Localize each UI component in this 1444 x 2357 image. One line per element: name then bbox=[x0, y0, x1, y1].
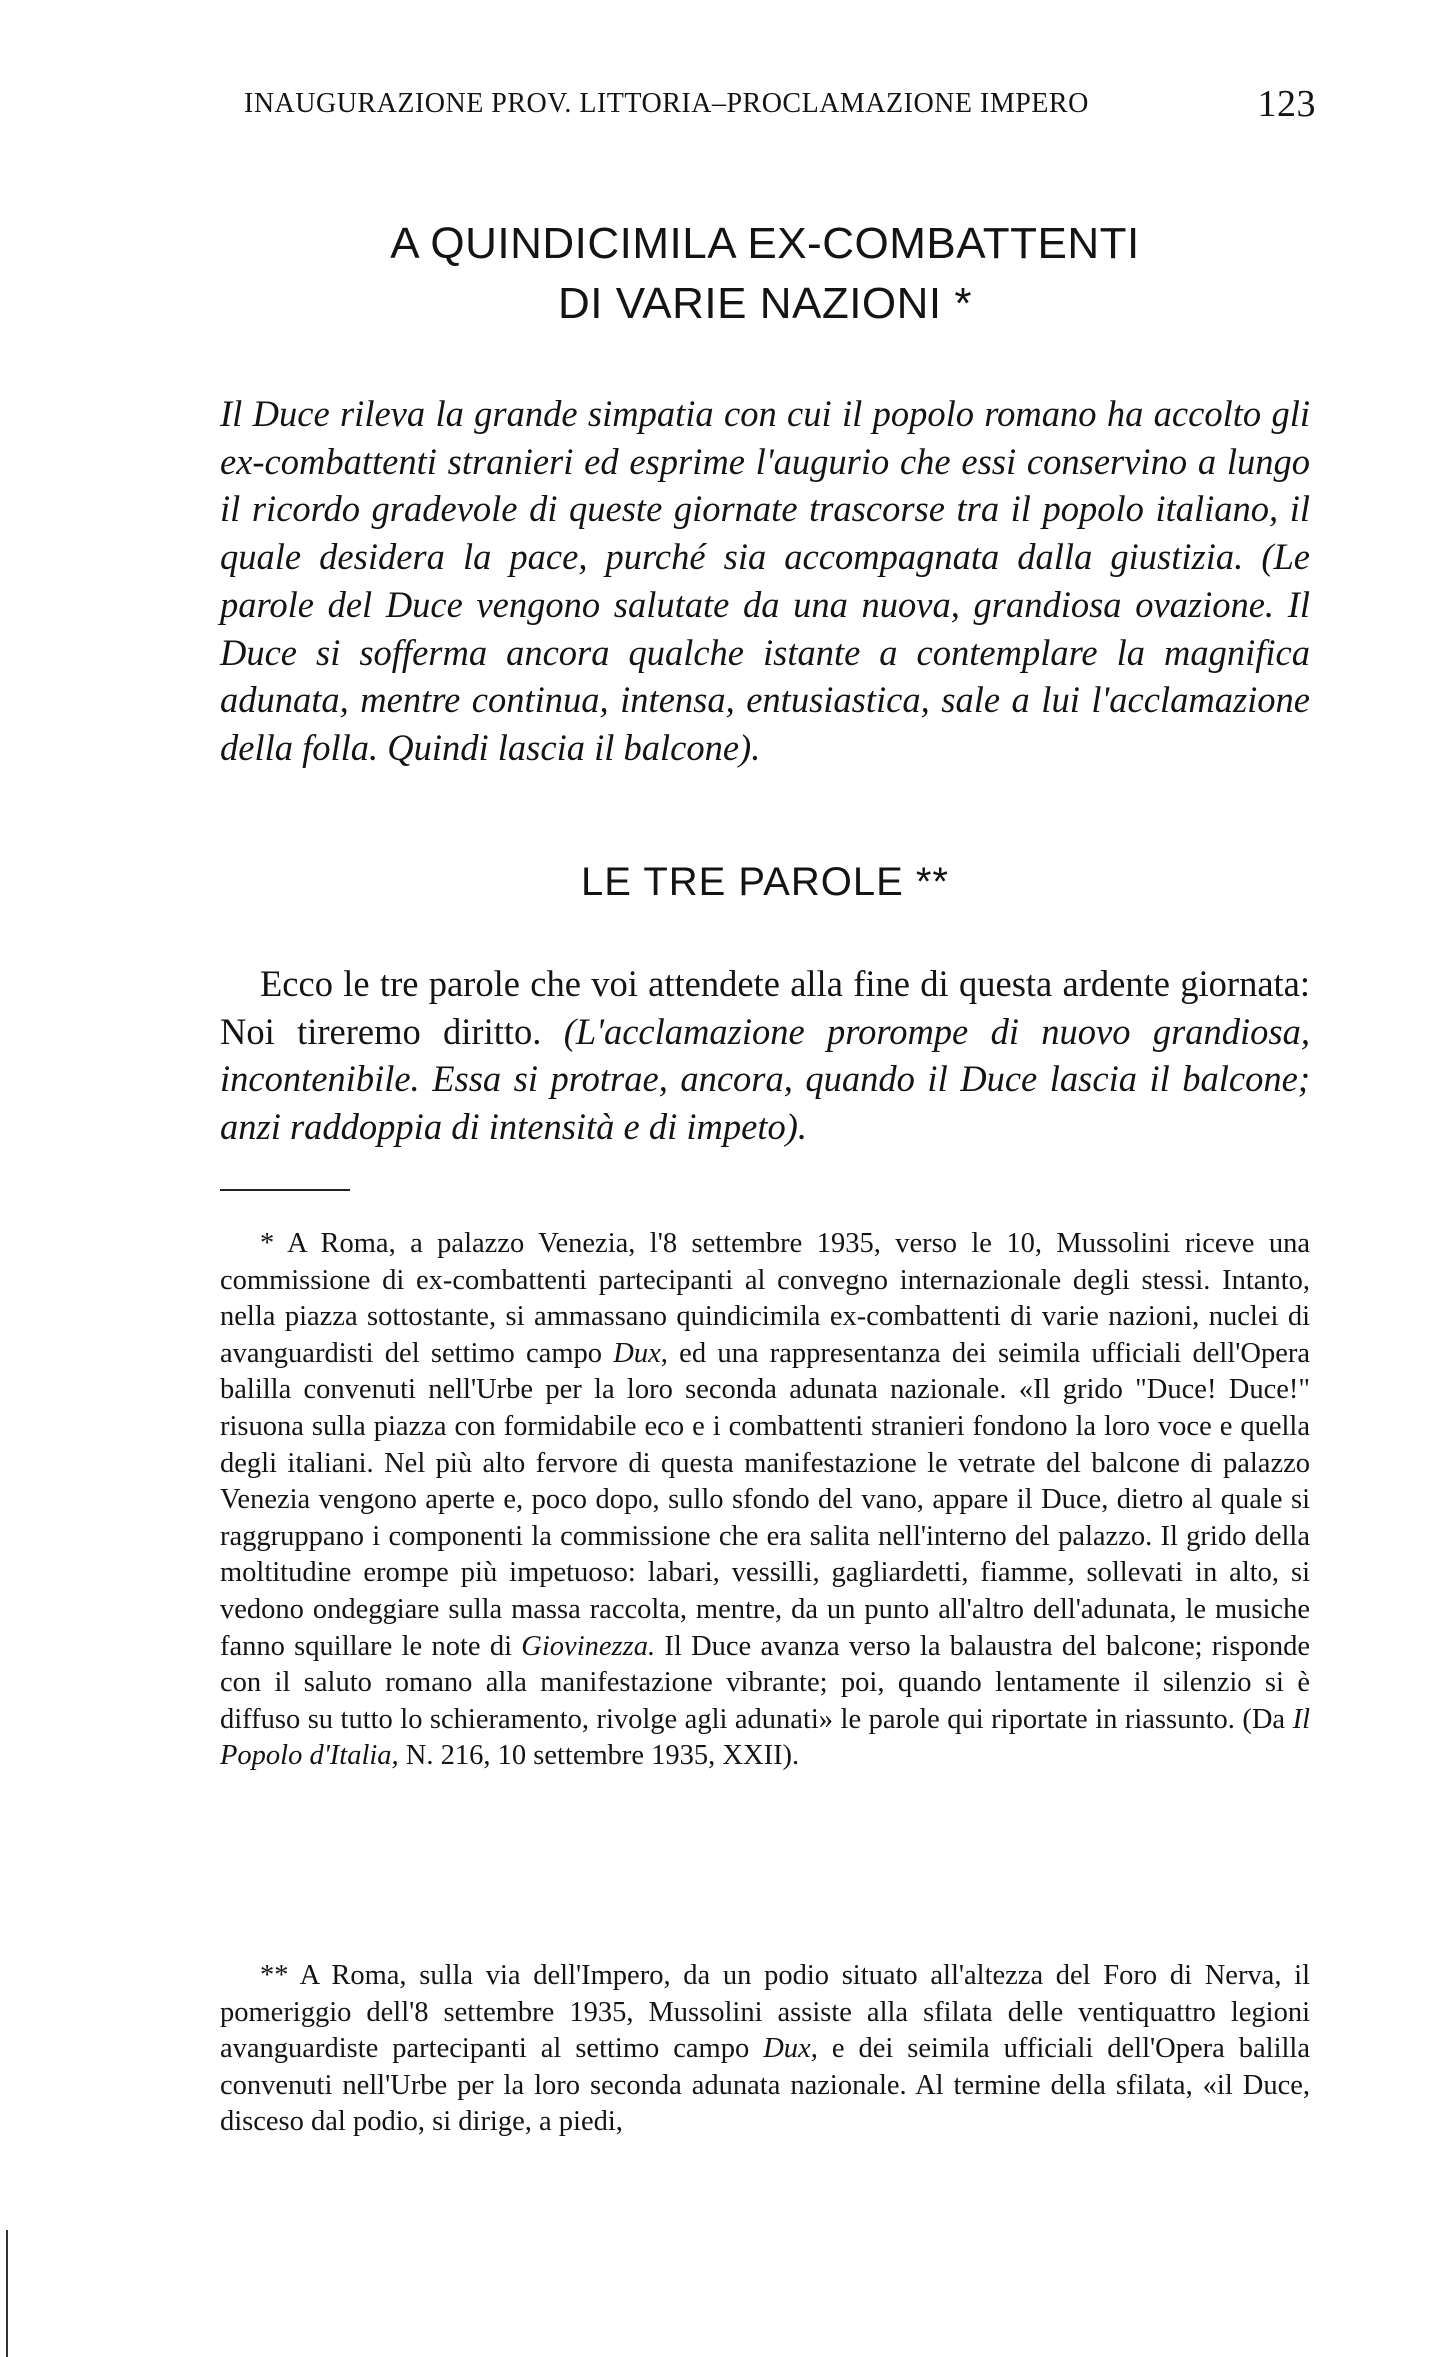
running-header bbox=[244, 82, 1316, 130]
running-title: INAUGURAZIONE PROV. LITTORIA–PROCLAMAZIONE IMPERO bbox=[244, 88, 1089, 119]
speech-paragraph bbox=[220, 960, 1310, 1150]
footnote-1-dux: Dux bbox=[613, 1337, 661, 1369]
footnote-1-giovinezza: Giovinezza. bbox=[521, 1630, 656, 1662]
intro-paragraph: Il Duce rileva la grande simpatia con cui il popolo romano ha accolto gli ex-combattenti stranieri ed esprime l'augurio che essi conservino a lungo il ricordo gradevole di queste giornate trascorse tra il popolo italiano, il quale desidera la pace, purché sia accompagnata dalla giustizia. (Le parole del Duce vengono salutate da una nuova, grandiosa ovazione. Il Duce si sofferma ancora qualche istante a contemplare la magnifica adunata, mentre continua, intensa, entusiastica, sale a lui l'acclamazione della folla. Quindi lascia il balcone). bbox=[220, 393, 1310, 768]
footnote-2-dux: Dux, bbox=[763, 2033, 818, 2065]
footnote-1-text-a: * A Roma, a palazzo Venezia, l'8 settembre 1935, verso le 10, Mussolini riceve una commissione di ex-combattenti partecipanti al convegno internazionale degli stessi. Intanto, nella piazza sottostante, si ammassano quindicimila ex-combattenti di varie nazioni, nuclei di avanguardisti del settimo campo bbox=[220, 1228, 1310, 1369]
footnote-2 bbox=[220, 1958, 1310, 2141]
footnote-2-text-a: ** A Roma, sulla via dell'Impero, da un podio situato all'altezza del Foro di Nerva, il pomeriggio dell'8 settembre 1935, Mussolini assiste alla sfilata delle ventiquattro legioni avanguardiste partecipanti al settimo campo bbox=[220, 1960, 1310, 2065]
page-number: 123 bbox=[1257, 83, 1316, 125]
footnote-divider bbox=[220, 1189, 350, 1191]
speech-text: Ecco le tre parole che voi attendete alla fine di questa ardente giornata: Noi tireremo diritto. bbox=[220, 963, 1310, 1052]
section-title-line-1: A QUINDICIMILA EX-COMBATTENTI bbox=[390, 219, 1140, 268]
footnote-1-text-b: , ed una rappresentanza dei seimila ufficiali dell'Opera balilla convenuti nell'Urbe per la loro seconda adunata nazionale. «Il grido "Duce! Duce!" risuona sulla piazza con formidabile eco e i combattenti stranieri fondono la loro voce e quella degli italiani. Nel più alto fervore di questa manifestazione le vetrate del balcone di palazzo Venezia vengono aperte e, poco dopo, sullo sfondo del vano, appare il Duce, dietro al quale si raggruppano i componenti la commissione che era salita nell'interno del palazzo. Il grido della moltitudine erompe più impetuoso: labari, vessilli, gagliardetti, fiamme, sollevati in alto, si vedono ondeggiare sulla massa raccolta, mentre, da un punto all'altro dell'adunata, le musiche fanno squillare le note di bbox=[220, 1337, 1310, 1662]
footnote-1-text-c: Il Duce avanza verso la balaustra del balcone; risponde con il saluto romano alla manifestazione vibrante; poi, quando lentamente il silenzio si è diffuso su tutto lo schieramento, rivolge agli adunati» le parole qui riportate in riassunto. (Da bbox=[220, 1630, 1311, 1735]
section-title-tre-parole: LE TRE PAROLE ** bbox=[581, 860, 949, 904]
scan-edge-mark bbox=[6, 2230, 8, 2357]
footnote-1-source: Il Popolo d'Italia, bbox=[220, 1703, 1310, 1772]
section-title-line-2: DI VARIE NAZIONI * bbox=[557, 279, 973, 328]
footnote-1 bbox=[220, 1226, 1310, 1775]
footnote-1-text-d: N. 216, 10 settembre 1935, XXII). bbox=[405, 1740, 800, 1772]
footnote-2-text-b: e dei seimila ufficiali dell'Opera balilla convenuti nell'Urbe per la loro seconda adunata nazionale. Al termine della sfilata, «il Duce, disceso dal podio, si dirige, a piedi, bbox=[220, 2033, 1310, 2138]
stage-direction: (L'acclamazione prorompe di nuovo grandiosa, incontenibile. Essa si protrae, ancora, quando il Duce lascia il balcone; anzi raddoppia di intensità e di impeto). bbox=[220, 1010, 1311, 1147]
section-title-ex-combattenti bbox=[220, 214, 1310, 334]
